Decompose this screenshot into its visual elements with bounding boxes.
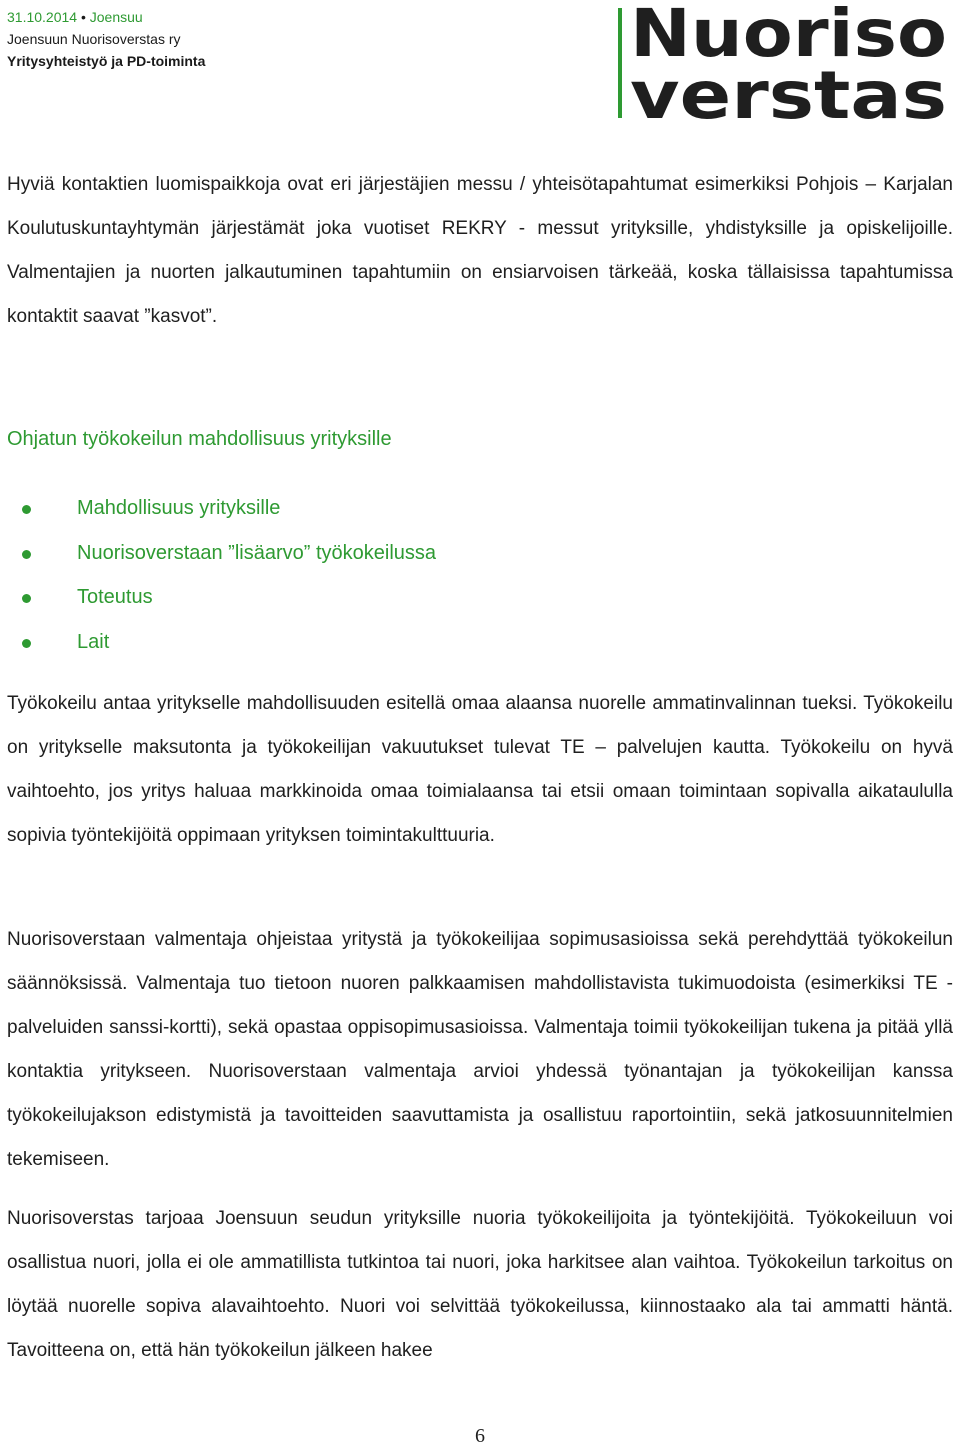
- header-date-row: [7, 6, 205, 28]
- bullet-icon: [22, 594, 31, 603]
- logo-accent-bar: [618, 8, 622, 118]
- list-item: [7, 575, 436, 620]
- document-header: [7, 6, 205, 72]
- bullet-icon: [22, 639, 31, 648]
- header-organization: Joensuun Nuorisoverstas ry: [7, 31, 181, 47]
- logo-word-1: Nuoriso: [630, 2, 947, 72]
- list-item: [7, 620, 436, 665]
- paragraph-offer: Nuorisoverstas tarjoaa Joensuun seudun yrityksille nuoria työkokeilijoita ja työntekijöitä. Työkokeiluun voi osallistua nuori, jolla ei ole ammatillista tutkintoa tai nuori, joka harkitsee alan vaihtoa. Työkokeilun tarkoitus on löytää nuorelle sopiva alavaihtoehto. Nuori voi selvittää työkokeilussa, kiinnostaako ala tai ammatti häntä. Tavoitteena on, että hän työkokeilun jälkeen hakee: [7, 1208, 953, 1361]
- bullet-list: [7, 486, 436, 664]
- list-item: [7, 531, 436, 576]
- bullet-icon: [22, 550, 31, 559]
- paragraph-contacts: Hyviä kontaktien luomispaikkoja ovat eri järjestäjien messu / yhteisötapahtumat esimerkiksi Pohjois – Karjalan Koulutuskuntayhtymän järjestämät joka vuotiset REKRY - messut yrityksille, yhdistyksille ja opiskelijoille. Valmentajien ja nuorten jalkautuminen tapahtumiin on ensiarvoisen tärkeää, koska tällaisissa tapahtumissa kontaktit saavat ”kasvot”.: [7, 174, 953, 327]
- list-item-label: Lait: [77, 630, 110, 653]
- list-item-label: Mahdollisuus yrityksille: [77, 497, 281, 519]
- list-item-label: Nuorisoverstaan ”lisäarvo” työkokeilussa: [77, 541, 437, 564]
- paragraph-coach: Nuorisoverstaan valmentaja ohjeistaa yritystä ja työkokeilijaa sopimusasioissa sekä perehdyttää työkokeilun säännöksissä. Valmentaja tuo tietoon nuoren palkkaamisen mahdollistavista tukimuodoista (esimerkiksi TE - palveluiden sanssi-kortti), sekä opastaa oppisopimusasioissa. Valmentaja toimii työkokeilijan tukena ja pitää yllä kontaktia yritykseen. Nuorisoverstaan valmentaja arvioi yhdessä työnantajan ja työkokeilijan kanssa työkokeilujakson edistymistä ja tavoitteiden saavuttamista ja osallistuu raportointiin, sekä jatkosuunnitelmien tekemiseen.: [7, 929, 953, 1170]
- header-department: Yritysyhteistyö ja PD-toiminta: [7, 53, 206, 69]
- header-date: 31.10.2014: [7, 9, 78, 25]
- page-number: 6: [475, 1425, 485, 1447]
- list-item: [7, 486, 436, 531]
- bullet-icon: [22, 505, 31, 514]
- logo-word-2: verstas: [630, 57, 947, 122]
- nuorisoverstas-logo: [626, 2, 951, 127]
- paragraph-work-trial: Työkokeilu antaa yritykselle mahdollisuuden esitellä omaa alaansa nuorelle ammatinvalinnan tueksi. Työkokeilu on yritykselle maksutonta ja työkokeilijan vakuutukset tulevat TE – palvelujen kautta. Työkokeilu on hyvä vaihtoehto, jos yritys haluaa markkinoida omaa toimialaansa tai etsii omaan toimintaan sopivalla aikataululla sopivia työntekijöitä oppimaan yrityksen toimintakulttuuria.: [7, 693, 953, 846]
- header-location: Joensuu: [89, 9, 143, 25]
- section-heading: Ohjatun työkokeilun mahdollisuus yrityksille: [7, 428, 392, 450]
- bullet-separator: •: [80, 9, 86, 25]
- list-item-label: Toteutus: [77, 586, 153, 608]
